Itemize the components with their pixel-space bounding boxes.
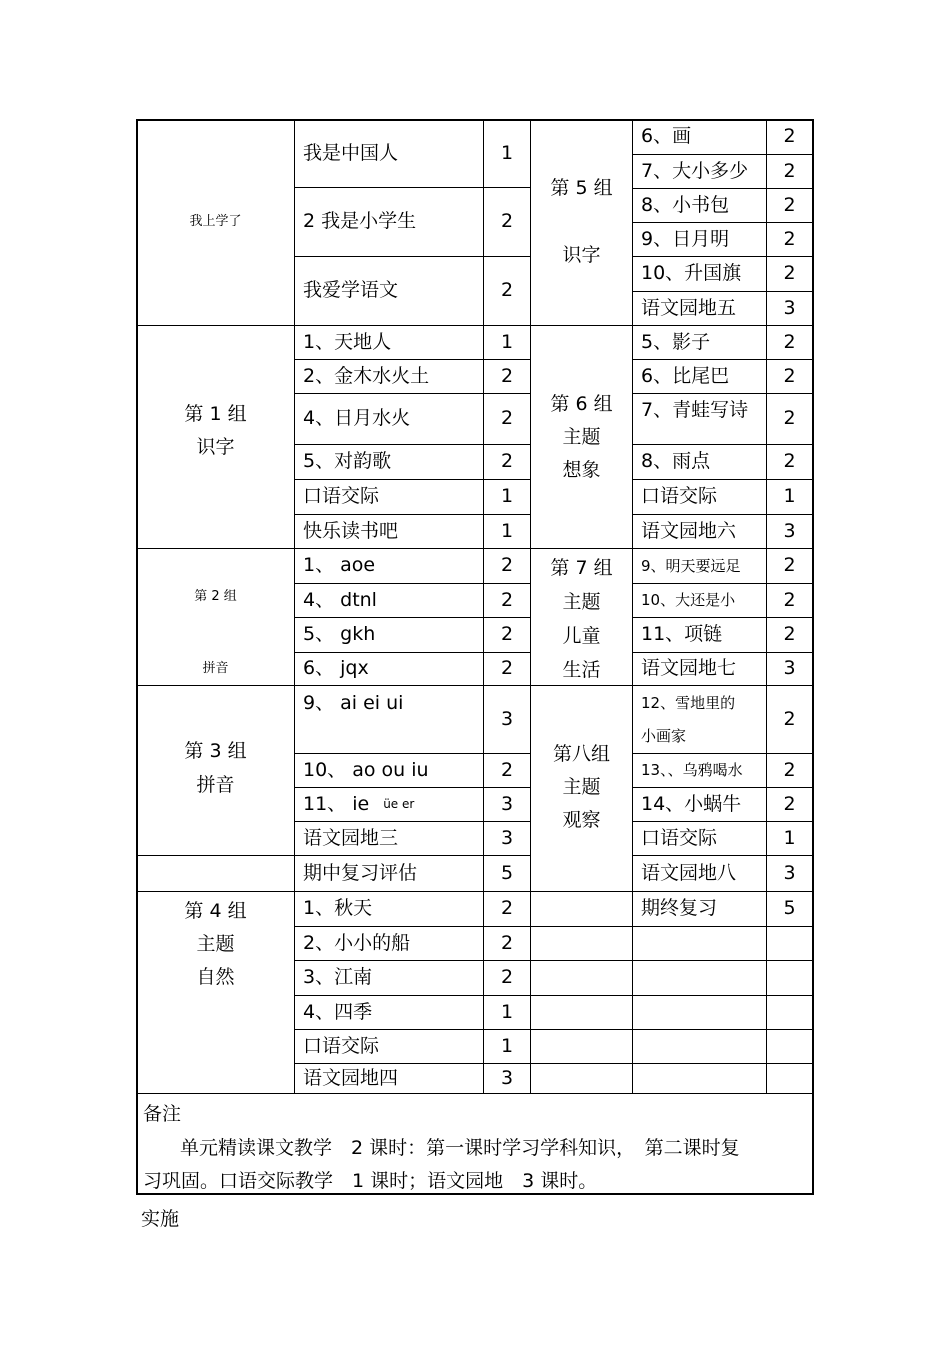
lesson-cell: 10、 ao ou iu: [303, 758, 429, 781]
lesson-cell: 4、四季: [303, 1000, 373, 1023]
group-title: 第 7 组: [550, 557, 613, 579]
group-subtitle: 拼音: [196, 773, 235, 796]
hours-cell: 2: [783, 707, 796, 730]
row-divider: [530, 960, 813, 961]
lesson-cell: 期中复习评估: [303, 861, 418, 884]
hours-cell: 3: [500, 826, 514, 849]
hours-cell: 2: [783, 588, 796, 611]
lesson-cell: [295, 788, 483, 821]
lesson-cell: 9、 ai ei ui: [303, 692, 404, 714]
hours-cell: 2: [500, 966, 514, 989]
hours-cell: 3: [500, 792, 514, 815]
hours-cell: 3: [500, 707, 514, 730]
lesson-text-extra: üe er: [383, 797, 415, 811]
lesson-cell: 7、大小多少: [641, 159, 749, 182]
hours-cell: 2: [500, 210, 514, 233]
lesson-cell: 10、大还是小: [641, 591, 736, 610]
hours-cell: 2: [783, 450, 796, 473]
hours-cell: 2: [500, 758, 514, 781]
hours-cell: 2: [783, 159, 796, 182]
lesson-cell: 11、项链: [641, 623, 723, 646]
lesson-cell: 3、江南: [303, 966, 373, 989]
lesson-cell: 语文园地四: [303, 1066, 399, 1089]
lesson-cell: 14、小蜗牛: [641, 792, 742, 815]
hours-cell: 2: [783, 758, 796, 781]
group-cell-right: [531, 686, 632, 891]
hours-cell: 2: [500, 407, 514, 430]
group-subtitle: 儿童: [562, 625, 601, 647]
lesson-cell: 6、画: [641, 125, 692, 148]
lesson-cell: 8、小书包: [641, 193, 730, 216]
hours-cell: 1: [500, 519, 514, 542]
hours-cell: 2: [783, 227, 796, 250]
lesson-cell: 9、日月明: [641, 227, 730, 250]
lesson-cell: 语文园地五: [641, 296, 737, 319]
lesson-cell: 4、 dtnl: [303, 588, 377, 611]
hours-cell: 3: [500, 1066, 514, 1089]
lesson-cell: 6、比尾巴: [641, 364, 730, 387]
hours-cell: 2: [500, 554, 514, 577]
lesson-cell: 9、明天要远足: [641, 556, 741, 575]
lesson-cell: 语文园地三: [303, 826, 399, 849]
group-cell-left: [137, 120, 294, 325]
lesson-cell: 2、金木水火土: [303, 364, 430, 387]
lesson-cell: 1、天地人: [303, 330, 392, 353]
hours-cell: 2: [783, 330, 796, 353]
hours-cell: 5: [783, 897, 796, 920]
hours-cell: 2: [500, 588, 514, 611]
hours-cell: 2: [783, 792, 796, 815]
hours-cell: 2: [500, 450, 514, 473]
group-title: 第 5 组: [550, 177, 613, 199]
remarks-line-1: 单元精读课文教学 2 课时：第一课时学习学科知识， 第二课时复: [180, 1137, 740, 1159]
group-title: 第 4 组: [184, 900, 247, 922]
hours-cell: 2: [783, 554, 796, 577]
lesson-cell: 2、小小的船: [303, 931, 411, 954]
group-cell-left: [137, 892, 294, 1093]
row-divider: [530, 1029, 813, 1030]
group-subtitle: 识字: [562, 244, 601, 266]
row-divider: [530, 926, 813, 927]
group-cell-right: [531, 120, 632, 325]
lesson-cell: 口语交际: [303, 485, 380, 508]
lesson-cell: 4、日月水火: [303, 407, 411, 430]
hours-cell: 2: [783, 125, 796, 148]
lesson-cell: 7、青蛙写诗: [641, 399, 749, 421]
hours-cell: 3: [783, 296, 796, 319]
lesson-text: 11、 ie: [303, 792, 370, 815]
lesson-cell: 口语交际: [303, 1034, 380, 1057]
hours-cell: 2: [500, 623, 514, 646]
group-subtitle: 主题: [196, 933, 235, 955]
hours-cell: 1: [500, 1000, 514, 1023]
row-divider: [530, 1063, 813, 1064]
group-subtitle: 识字: [196, 436, 235, 458]
hours-cell: 1: [783, 485, 796, 508]
hours-cell: 2: [500, 279, 514, 302]
lesson-cell: 快乐读书吧: [303, 519, 399, 542]
lesson-cell: 我爱学语文: [303, 279, 399, 302]
hours-cell: 2: [500, 657, 514, 680]
group-title: 第 2 组: [194, 589, 237, 604]
group-title: 第 6 组: [550, 393, 613, 415]
hours-cell: 2: [500, 897, 514, 920]
lesson-cell: 2 我是小学生: [303, 210, 417, 233]
implementation-label: 实施: [141, 1208, 180, 1230]
group-subtitle: 主题: [562, 591, 601, 613]
group-cell-right: [531, 549, 632, 685]
hours-cell: 2: [783, 623, 796, 646]
group-cell-right: [531, 326, 632, 548]
lesson-cell: 10、升国旗: [641, 262, 742, 285]
hours-cell: 2: [783, 262, 796, 285]
lesson-cell: 期终复习: [641, 897, 718, 920]
hours-cell: 2: [500, 364, 514, 387]
group-title: 我上学了: [189, 214, 242, 230]
lesson-text-line2: 小画家: [641, 726, 687, 745]
hours-cell: 3: [783, 861, 796, 884]
lesson-cell: 口语交际: [641, 826, 718, 849]
group-title: 第八组: [552, 743, 610, 765]
hours-cell: 1: [500, 1034, 514, 1057]
lesson-cell: 1、 aoe: [303, 554, 376, 577]
hours-cell: 2: [783, 364, 796, 387]
lesson-cell: 语文园地六: [641, 519, 737, 542]
lesson-cell: 1、秋天: [303, 897, 373, 920]
hours-cell: 2: [783, 193, 796, 216]
hours-cell: 5: [500, 861, 514, 884]
group-cell-left: [137, 686, 294, 855]
hours-cell: 1: [500, 485, 514, 508]
lesson-cell: 5、对韵歌: [303, 450, 392, 473]
group-subtitle: 想象: [562, 459, 601, 481]
group-subtitle: 生活: [562, 659, 601, 681]
lesson-cell: 语文园地八: [641, 861, 737, 884]
hours-cell: 3: [783, 657, 796, 680]
remarks-divider: [136, 1093, 814, 1094]
lesson-cell: 8、雨点: [641, 450, 711, 473]
group-subtitle: 观察: [562, 809, 601, 831]
lesson-cell: 口语交际: [641, 485, 718, 508]
table-border-right: [812, 119, 814, 1195]
lesson-cell: 语文园地七: [641, 657, 737, 680]
group-title: 第 1 组: [184, 402, 247, 425]
lesson-cell: [633, 686, 766, 753]
group-cell-left: [137, 326, 294, 548]
hours-cell: 1: [500, 330, 514, 353]
row-divider: [530, 995, 813, 996]
lesson-cell: 5、影子: [641, 330, 711, 353]
lesson-cell: 13、、乌鸦喝水: [641, 761, 743, 780]
group-title: 第 3 组: [184, 740, 247, 763]
hours-cell: 1: [500, 141, 514, 164]
hours-cell: 2: [783, 407, 796, 430]
lesson-cell: 5、 gkh: [303, 623, 376, 646]
lesson-text: 12、雪地里的: [641, 693, 736, 712]
hours-cell: 1: [783, 826, 796, 849]
hours-cell: 2: [500, 931, 514, 954]
group-subtitle: 自然: [196, 966, 235, 988]
group-subtitle: 主题: [562, 776, 601, 798]
hours-cell: 3: [783, 519, 796, 542]
remarks-line-2: 习巩固。口语交际教学 1 课时；语文园地 3 课时。: [143, 1170, 598, 1192]
group-subtitle: 主题: [562, 426, 601, 448]
lesson-cell: 我是中国人: [303, 141, 399, 164]
group-cell-left: [137, 549, 294, 685]
lesson-cell: 6、 jqx: [303, 657, 369, 680]
group-subtitle: 拼音: [202, 660, 229, 676]
remarks-label: 备注: [143, 1103, 182, 1125]
